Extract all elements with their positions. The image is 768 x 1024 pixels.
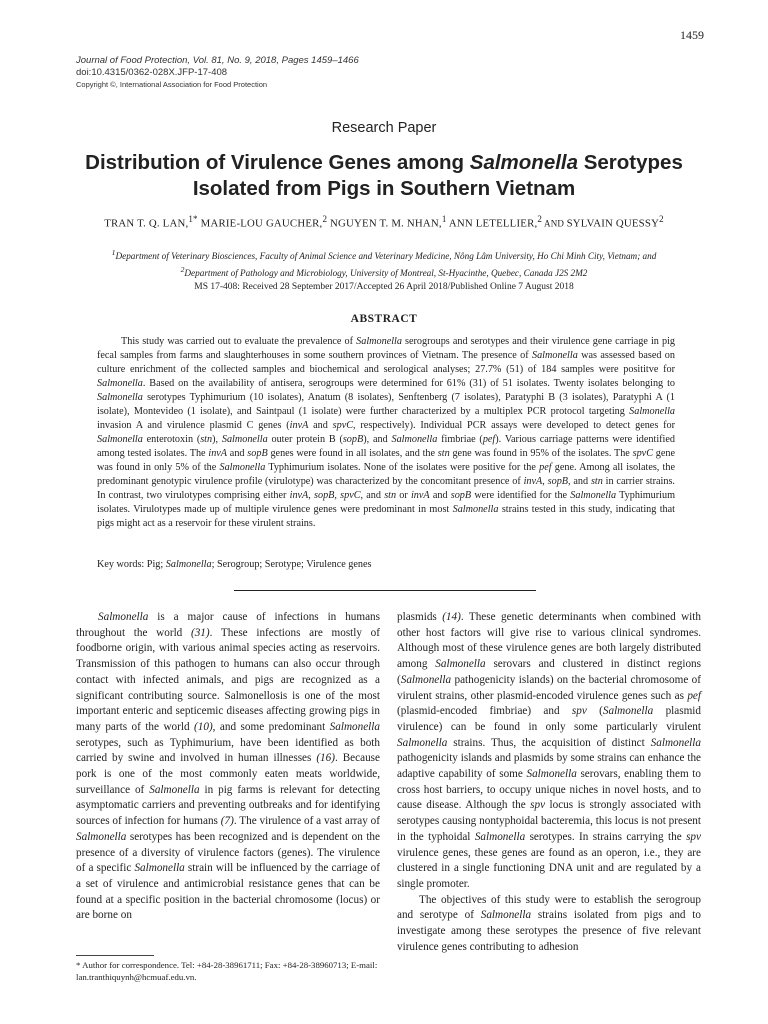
- body-column-left: [76, 610, 380, 924]
- journal-doi[interactable]: doi:10.4315/0362-028X.JFP-17-408: [76, 67, 228, 78]
- abstract-body: This study was carried out to evaluate the prevalence of Salmonella serogroups and serotypes and their virulence gene carriage in pig fecal samples from farms and slaughterhouses in some southern provinces of Vietnam. The presence of Salmonella was assessed based on culture enrichment of the collected samples and biochemical and serological analyses; 27.7% (51) of 184 samples were posititve for Salmonella. Based on the availability of antisera, serogroups were determined for 61% (31) of 51 isolates. Twenty isolates belonging to Salmonella serotypes Typhimurium (10 isolates), Anatum (8 isolates), Senftenberg (7 isolates), Paratyphi B (3 isolates), Paratyphi A (1 isolate), Montevideo (1 isolate), and Saintpaul (1 isolate) were further characterized by a multiplex PCR protocol targeting Salmonella invasion A and virulence plasmid C genes (invA and spvC, respectively). Individual PCR assays were developed to detect genes for Salmonella enterotoxin (stn), Salmonella outer protein B (sopB), and Salmonella fimbriae (pef). Various carriage patterns were identified among tested isolates. The invA and sopB genes were found in all isolates, and the stn gene was found in 95% of the isolates. The spvC gene was found in only 5% of the Salmonella Typhimurium isolates. None of the isolates were positive for the pef gene. Among all isolates, the predominant genotypic virulence profile (virulotype) was characterized by the concomitant presence of invA, sopB, and stn in carrier strains. In contrast, two virulotypes comprising either invA, sopB, spvC, and stn or invA and sopB were identified for the Salmonella Typhimurium isolates. Virulotypes made up of multiple virulence genes were predominant in most Salmonella strains tested in this study, indicating that pigs might act as a reservoir for these virulent strains.: [97, 336, 676, 529]
- page-number: 1459: [680, 28, 704, 42]
- body-paragraph: Salmonella is a major cause of infections in humans throughout the world (31). These infections are mostly of foodborne origin, with various animal species acting as reservoirs. Transmission of this pathogen to humans can also occur through contact with infected animals, and pigs are recognized as a significant contributing source. Salmonellosis is one of the most important enteric and septicemic diseases affecting growing pigs in many parts of the world (10), and some predominant Salmonella serotypes, such as Typhimurium, have been identified as both carried by swine and involved in human illnesses (16). Because pork is one of the most commonly eaten meats worldwide, surveillance of Salmonella in pig farms is relevant for detecting asymptomatic carriers and preventing outbreaks and for identifying sources of infection for humans (7). The virulence of a vast array of Salmonella serotypes has been recognized and is dependent on the presence of a diversity of virulence factors (genes). The virulence of a specific Salmonella strain will be influenced by the carriage of a set of virulence and antimicrobial resistance genes that can be found at a specific position in the bacterial chromosome (locus) or are borne on: [76, 611, 381, 922]
- section-label: Research Paper: [331, 120, 437, 136]
- abstract-heading: ABSTRACT: [350, 313, 418, 325]
- footnote-divider: [76, 955, 154, 956]
- affiliations: $^1$Department of Veterinary Biosciences, Faculty of Animal Science and Veterinary Medicine, Nông Lâm University, Ho Chi Minh City, Vietnam; and $^2$Department of Pathology and Microbiology, University of Montreal, St-Hyacinthe, Quebec, Canada J2S 2M2: [111, 248, 657, 279]
- keywords: Key words: Pig; Salmonella; Serogroup; Serotype; Virulence genes: [97, 559, 372, 570]
- journal-citation: Journal of Food Protection, Vol. 81, No. 9, 2018, Pages 1459–1466: [76, 55, 359, 66]
- author-list: TRAN T. Q. LAN,$^{1*}$ MARIE-LOU GAUCHER,$^2$ NGUYEN T. M. NHAN,$^1$ ANN LETELLIER,$^2$ AND SYLVAIN QUESSY$^2$: [104, 214, 664, 230]
- journal-copyright: Copyright ©, International Association for Food Protection: [76, 80, 268, 89]
- body-paragraph: plasmids (14). These genetic determinants when combined with other host factors will give rise to various clinical syndromes. Although most of these virulence genes are both largely distributed among Salmonella serovars and clustered in distinct regions (Salmonella pathogenicity islands) on the bacterial chromosome of virulent strains, other plasmid-encoded virulence genes such as pef (plasmid-encoded fimbriae) and spv (Salmonella plasmid virulence) can be found in only some particularly virulent Salmonella strains. Thus, the acquisition of distinct Salmonella pathogenicity islands and plasmids by some strains can enhance the adaptive capability of some Salmonella serovars, enabling them to cross host barriers, to occupy unique niches in novel hosts, and to cause disease. Although the spv locus is strongly associated with serotypes causing nontyphoidal bacteremia, this locus is not present in the typhoidal Salmonella serotypes. In strains carrying the spv virulence genes, these genes are found as an operon, i.e., they are clustered in a single functioning DNA unit and are regulated by a single promoter.: [397, 611, 701, 890]
- correspondence-footnote: * Author for correspondence. Tel: +84-28-38961711; Fax: +84-28-38960713; E-mail: lan.tranthiquynh@hcmuaf.edu.vn.: [76, 960, 378, 982]
- body-column-right: [397, 610, 701, 955]
- journal-info: [76, 55, 359, 91]
- article-title: Distribution of Virulence Genes among Salmonella Serotypes Isolated from Pigs in Southern Vietnam: [85, 151, 683, 200]
- section-divider: [234, 590, 536, 591]
- body-paragraph: The objectives of this study were to establish the serogroup and serotype of Salmonella strains isolated from pigs and to investigate among these serotypes the presence of five relevant virulence genes contributing to adhesion: [397, 893, 701, 953]
- received-dates: MS 17-408: Received 28 September 2017/Accepted 26 April 2018/Published Online 7 August 2018: [194, 282, 574, 292]
